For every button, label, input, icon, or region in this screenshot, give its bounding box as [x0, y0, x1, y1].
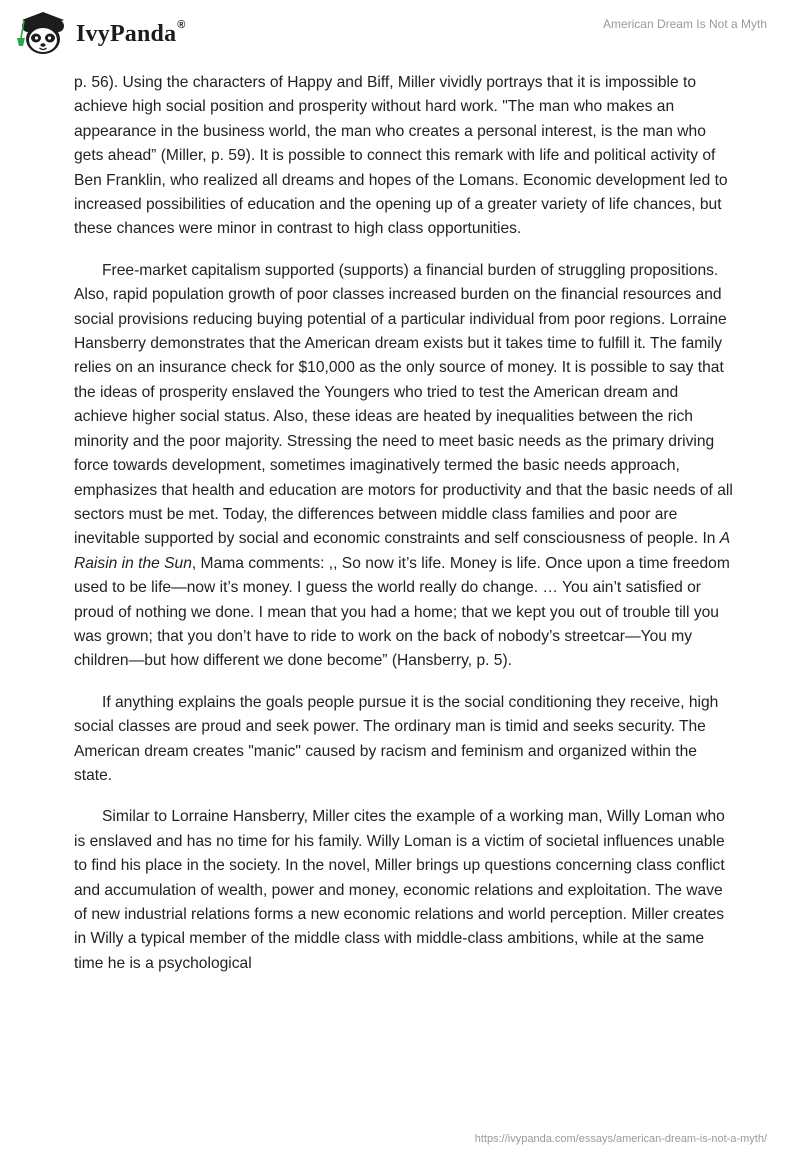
essay-body [74, 71, 734, 993]
brand-logo[interactable] [14, 8, 186, 58]
paragraph-2 [74, 259, 734, 674]
paragraph-1: p. 56). Using the characters of Happy and Biff, Miller vividly portrays that it is impossible to achieve high social position and prosperity without hard work. "The man who makes an appearance in the business world, the man who creates a personal interest, is the man who gets ahead” (Miller, p. 59). It is possible to connect this remark with life and political activity of Ben Franklin, who realized all dreams and hopes of the Lomans. Economic development led to increased possibilities of education and the opening up of a greater variety of life chances, but these chances were minor in contrast to high class opportunities. [74, 74, 728, 238]
brand-name: IvyPanda® [76, 18, 186, 47]
registered-mark: ® [177, 18, 186, 31]
paragraph-2-text-end: , Mama comments: ,, So now it’s life. Money is life. Once upon a time freedom used to be life—now it’s money. I guess the world really do change. … You ain’t satisfied or proud of nothing we done. I mean that you had a home; that we kept you out of trouble till you was grown; that you don’t have to ride to work on the back of nobody’s streetcar—You my children—but how different we done become” (Hansberry, p. 5). [74, 554, 730, 670]
document-title: American Dream Is Not a Myth [602, 17, 767, 31]
panda-graduate-icon [14, 8, 72, 58]
paragraph-2-text-start: Free-market capitalism supported (supports) a financial burden of struggling propositions. Also, rapid population growth of poor classes increased burden on the financial resources and social provisions reducing buying potential of a particular individual from poor regions. Lorraine Hansberry demonstrates that the American dream exists but it takes time to fulfill it. The family relies on an insurance check for $10,000 as the only source of money. It is possible to say that the ideas of prosperity enslaved the Youngers who tried to test the American dream and achieve higher social status. Also, these ideas are heated by inequalities between the rich minority and the poor majority. Stressing the need to meet basic needs as the primary driving force towards development, sometimes imaginatively termed the basic needs approach, emphasizes that health and education are motors for productivity and that the basic needs of all sectors must be met. Today, the differences between middle class families and poor are inevitable supported by social and economic constraints and self consciousness of people. In [74, 261, 733, 548]
paragraph-4: Similar to Lorraine Hansberry, Miller cites the example of a working man, Willy Loman who is enslaved and has no time for his family. Willy Loman is a victim of societal influences unable to find his place in the society. In the novel, Miller brings up questions concerning class conflict and accumulation of wealth, power and money, economic relations and exploitation. The wave of new industrial relations forms a new economic relations and world perception. Miller creates in Willy a typical member of the middle class with middle-class ambitions, while at the same time he is a psychological [74, 808, 725, 972]
book-title-raisin: A Raisin in the Sun [74, 530, 730, 572]
paragraph-3: If anything explains the goals people pursue it is the social conditioning they receive, high social classes are proud and seek power. The ordinary man is timid and seeks security. The American dream creates "manic" caused by racism and feminism and organized within the state. [74, 693, 719, 784]
source-url[interactable]: https://ivypanda.com/essays/american-dream-is-not-a-myth/ [474, 1133, 767, 1145]
page-header [0, 0, 800, 70]
